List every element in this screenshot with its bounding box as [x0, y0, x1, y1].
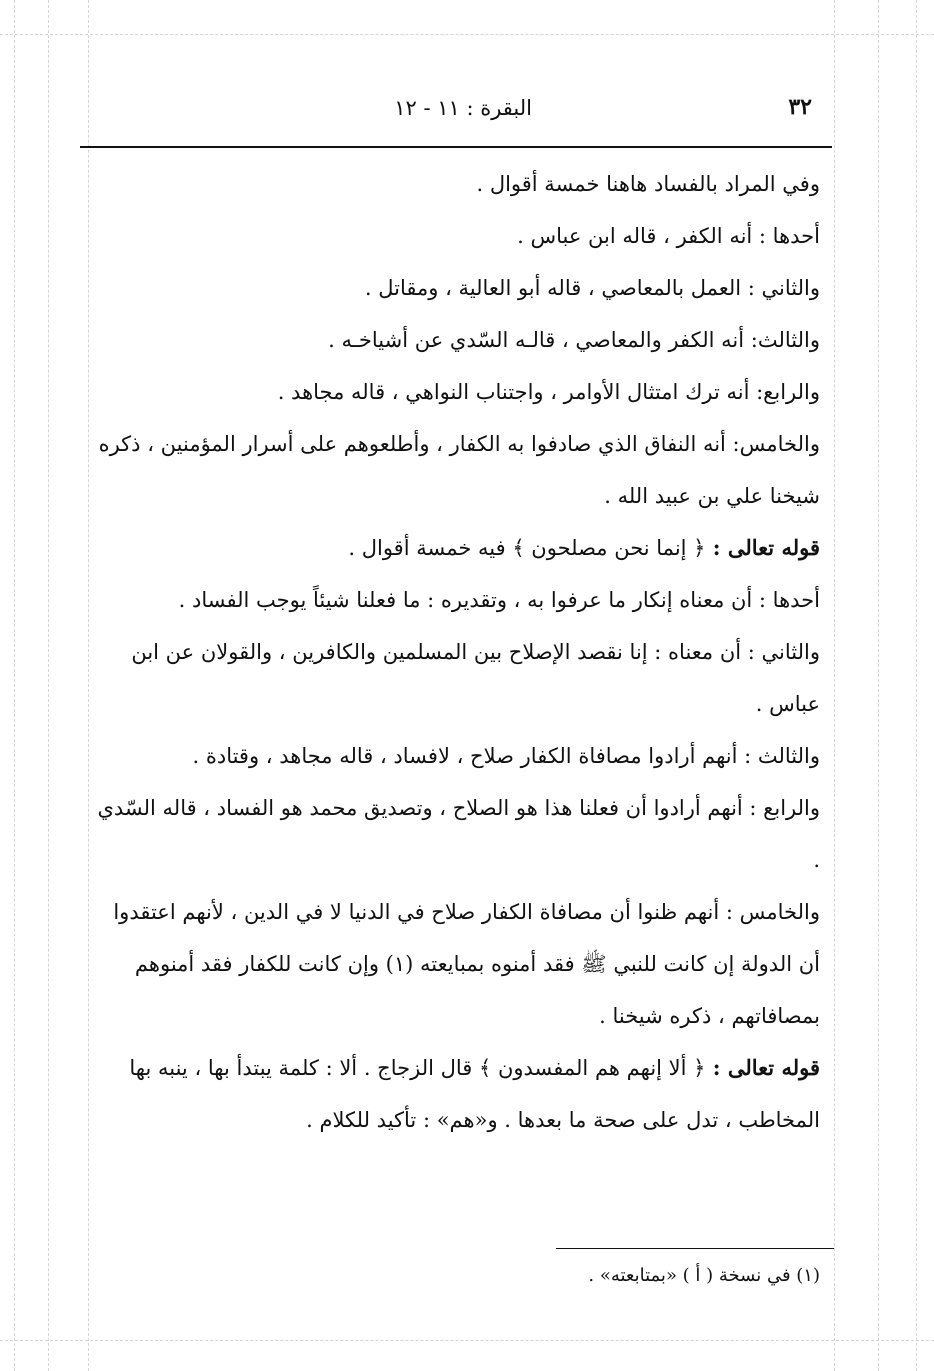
- header-rule: [80, 146, 832, 148]
- paragraph-text: ﴿ إنما نحن مصلحون ﴾ فيه خمسة أقوال .: [348, 536, 706, 560]
- footnote: (١) في نسخة ( أ ) «بمتابعته» .: [588, 1265, 820, 1286]
- guide-line: [916, 0, 917, 1371]
- verse-lead: قوله تعالى :: [705, 1055, 820, 1080]
- paragraph-text: ﴿ ألا إنهم هم المفسدون ﴾ قال الزجاج . ألا : كلمة يبتدأ بها ، ينبه بها المخاطب ، تدل على صحة ما بعدها . و«هم» : تأكيد للكلام .: [129, 1056, 820, 1132]
- page-header: [80, 92, 832, 132]
- guide-line: [48, 0, 49, 1371]
- page-number: ٣٢: [788, 94, 812, 120]
- guide-line: [0, 34, 934, 35]
- guide-line: [834, 0, 835, 1371]
- paragraph-text: والثالث: أنه الكفر والمعاصي ، قالـه السّدي عن أشياخـه .: [328, 328, 820, 352]
- paragraph-text: والخامس : أنهم ظنوا أن مصافاة الكفار صلاح في الدنيا لا في الدين ، لأنهم اعتقدوا أن الدولة إن كانت للنبي ﷺ فقد أمنوه بمبايعته (١) وإن كانت للكفار فقد أمنوهم بمصافاتهم ، ذكره شيخنا .: [113, 900, 820, 1028]
- paragraph-text: والثالث : أنهم أرادوا مصافاة الكفار صلاح ، لافساد ، قاله مجاهد ، وقتادة .: [192, 744, 820, 768]
- paragraph: [92, 626, 820, 730]
- guide-line: [0, 1340, 934, 1341]
- paragraph: [92, 522, 820, 574]
- paragraph-text: والثاني : العمل بالمعاصي ، قاله أبو العالية ، ومقاتل .: [364, 276, 820, 300]
- verse-lead: قوله تعالى :: [705, 535, 820, 560]
- paragraph: [92, 782, 820, 886]
- paragraph: [92, 1042, 820, 1146]
- paragraph-text: والخامس: أنه النفاق الذي صادفوا به الكفار ، وأطلعوهم على أسرار المؤمنين ، ذكره شيخنا علي بن عبيد الله .: [98, 432, 820, 508]
- paragraph: [92, 418, 820, 522]
- guide-line: [14, 0, 15, 1371]
- paragraph: [92, 158, 820, 210]
- paragraph-text: والرابع : أنهم أرادوا أن فعلنا هذا هو الصلاح ، وتصديق محمد هو الفساد ، قاله السّدي .: [97, 796, 820, 872]
- paragraph-text: أحدها : أن معناه إنكار ما عرفوا به ، وتقديره : ما فعلنا شيئاً يوجب الفساد .: [178, 588, 820, 612]
- footnote-rule: [556, 1248, 834, 1249]
- guide-line: [878, 0, 879, 1371]
- paragraph-text: والثاني : أن معناه : إنا نقصد الإصلاح بين المسلمين والكافرين ، والقولان عن ابن عباس .: [131, 640, 820, 716]
- paragraph: [92, 886, 820, 1042]
- guide-line: [88, 0, 89, 1371]
- paragraph: [92, 730, 820, 782]
- running-title: البقرة : ١١ - ١٢: [394, 96, 532, 120]
- paragraph-text: والرابع: أنه ترك امتثال الأوامر ، واجتناب النواهي ، قاله مجاهد .: [277, 380, 820, 404]
- paragraph: [92, 210, 820, 262]
- paragraph: [92, 366, 820, 418]
- paragraph-text: أحدها : أنه الكفر ، قاله ابن عباس .: [517, 224, 820, 248]
- body-text: [92, 158, 820, 1146]
- paragraph: [92, 262, 820, 314]
- paragraph: [92, 314, 820, 366]
- paragraph: [92, 574, 820, 626]
- paragraph-text: وفي المراد بالفساد هاهنا خمسة أقوال .: [476, 172, 820, 196]
